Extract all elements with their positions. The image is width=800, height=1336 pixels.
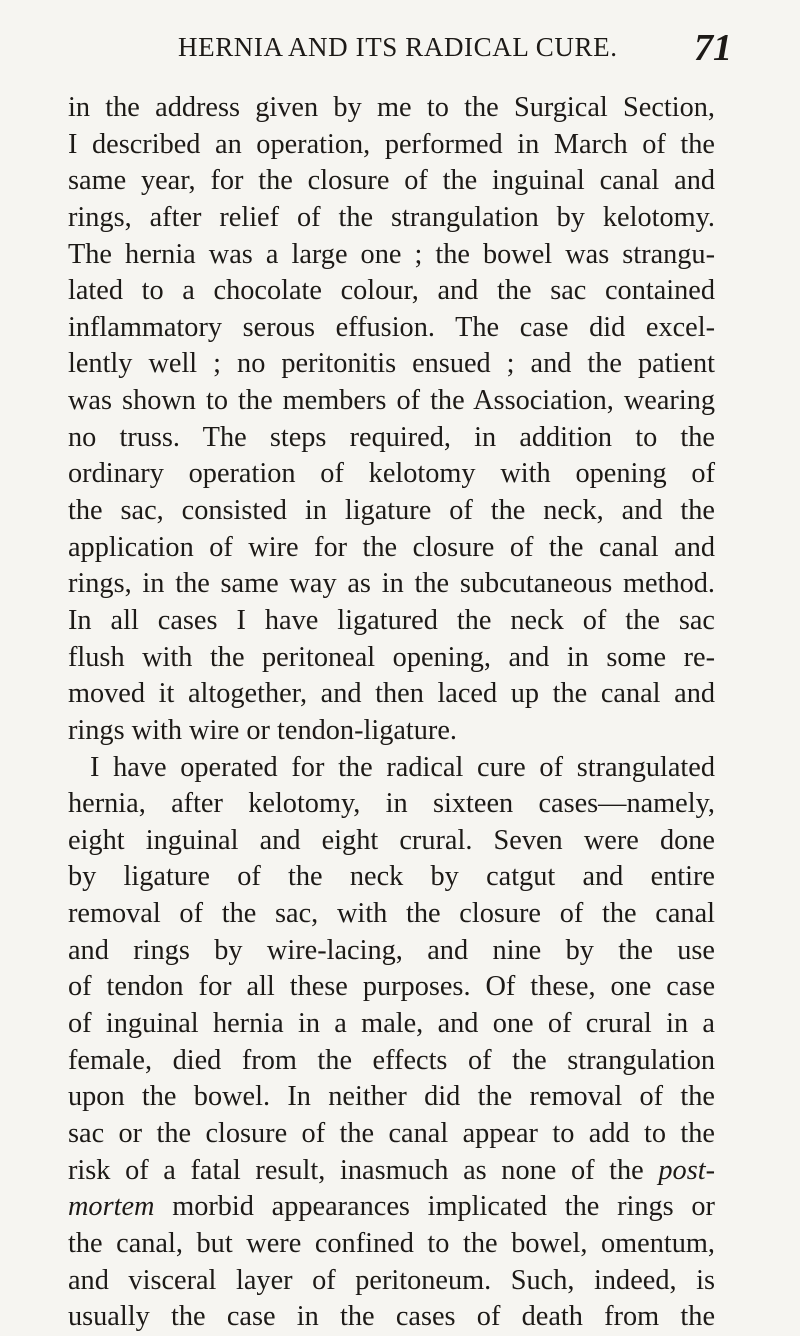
text-line: and rings by wire-lacing, and nine by the use [68,934,715,966]
page-header [0,27,800,80]
italic-term-start: post- [658,1154,716,1186]
text-line: The hernia was a large one ; the bowel was strangu- [68,238,715,270]
paragraph-start-line: I have operated for the radical cure of strangulated [90,751,715,783]
text-line: no truss. The steps required, in addition to the [68,421,715,453]
text-line: same year, for the closure of the inguinal canal and [68,165,715,197]
text-line: of tendon for all these purposes. Of these, one case [68,971,715,1003]
text-line: rings, after relief of the strangulation by kelotomy. [68,201,715,233]
text-line: lently well ; no peritonitis ensued ; and the patient [68,348,715,380]
paragraph-end-line: rings with wire or tendon-ligature. [68,714,457,746]
text-line: the sac, consisted in ligature of the neck, and the [68,495,715,527]
text-line: hernia, after kelotomy, in sixteen cases—namely, [68,788,715,820]
text-line: inflammatory serous effusion. The case did excel- [68,311,715,343]
italic-term-end: mortem [68,1191,155,1223]
text-line-with-italic [68,1189,715,1226]
text-line: and visceral layer of peritoneum. Such, indeed, is [68,1264,715,1296]
text-line: female, died from the effects of the strangulation [68,1044,715,1076]
text-line-with-italic [68,1153,715,1190]
text-segment: morbid appearances implicated the rings or [172,1191,715,1223]
text-line: of inguinal hernia in a male, and one of crural in a [68,1008,715,1040]
text-line: flush with the peritoneal opening, and in some re- [68,641,715,673]
text-line: was shown to the members of the Association, wearing [68,385,715,417]
text-line: lated to a chocolate colour, and the sac contained [68,275,715,307]
text-line: I described an operation, performed in March of the [68,128,715,160]
text-line: removal of the sac, with the closure of the canal [68,898,715,930]
page-number: 71 [694,27,732,69]
text-line: In all cases I have ligatured the neck of the sac [68,604,715,636]
text-line: usually the case in the cases of death from the [68,1301,715,1333]
text-line: sac or the closure of the canal appear to add to the [68,1117,715,1149]
text-line: in the address given by me to the Surgical Section, [68,92,715,123]
text-line: moved it altogether, and then laced up the canal and [68,678,715,710]
running-title: HERNIA AND ITS RADICAL CURE. [178,32,618,62]
text-line: the canal, but were confined to the bowel, omentum, [68,1227,715,1259]
text-line: eight inguinal and eight crural. Seven were done [68,824,715,856]
text-line: upon the bowel. In neither did the removal of the [68,1081,715,1113]
text-line: rings, in the same way as in the subcutaneous method. [68,568,715,600]
text-line: application of wire for the closure of the canal and [68,531,715,563]
text-line: by ligature of the neck by catgut and entire [68,861,715,893]
text-line: ordinary operation of kelotomy with opening of [68,458,715,490]
text-segment: risk of a fatal result, inasmuch as none of the [68,1154,644,1186]
body-text [68,90,715,1336]
